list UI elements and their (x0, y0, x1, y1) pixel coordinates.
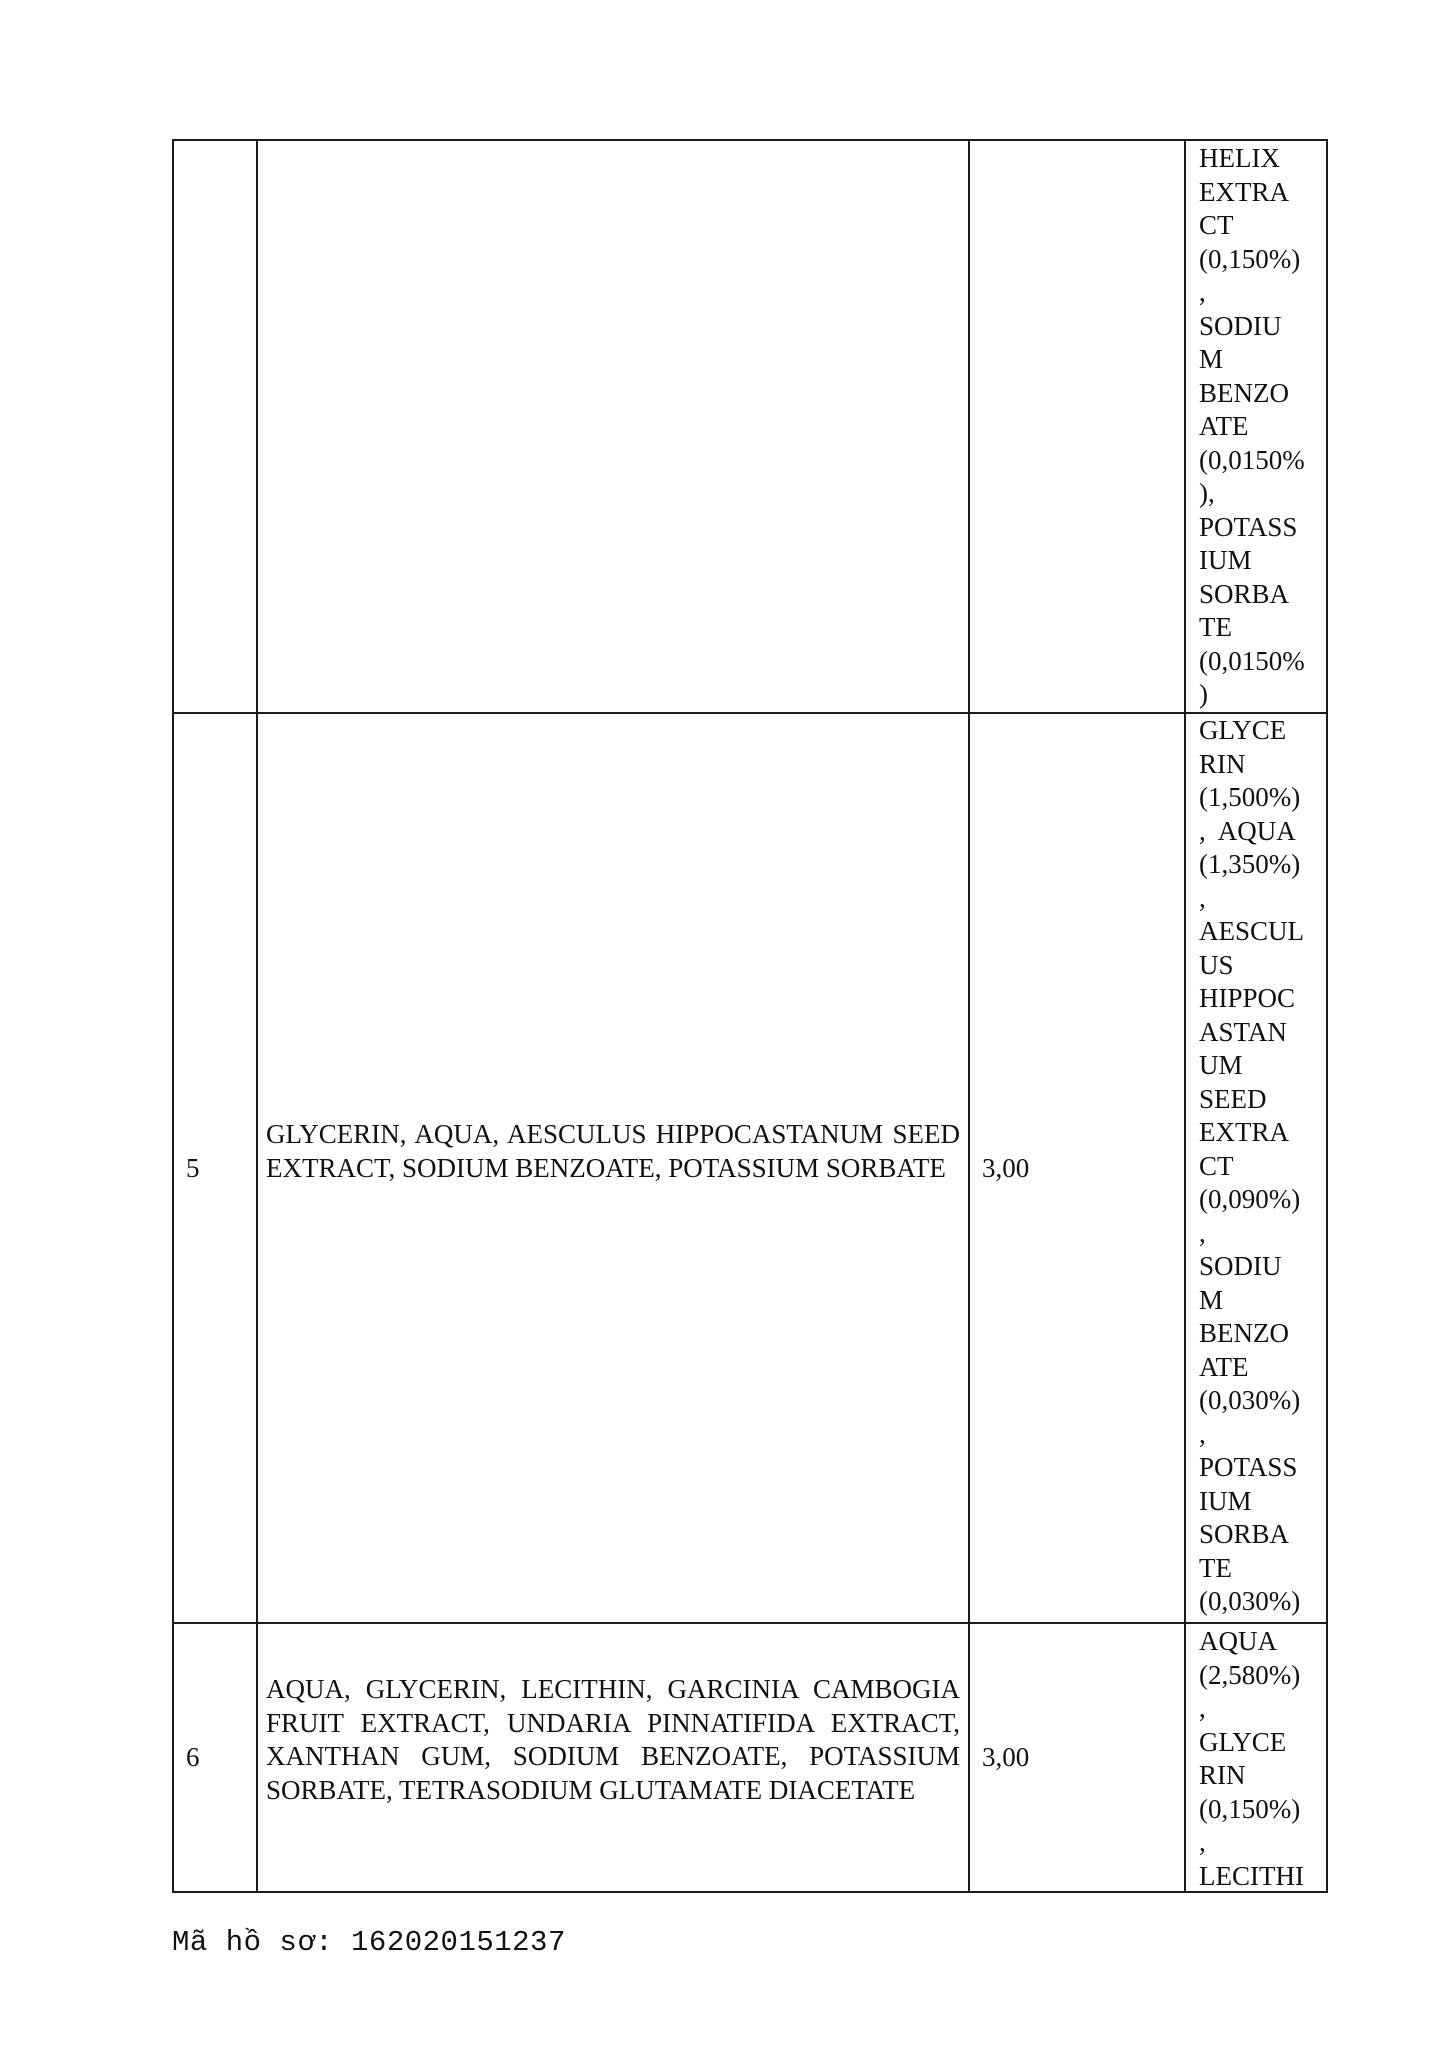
ingredient-names-cell: GLYCERIN, AQUA, AESCULUS HIPPOCASTANUM SEED EXTRACT, SODIUM BENZOATE, POTASSIUM SORBATE (266, 1119, 960, 1183)
row-number: 5 (186, 1153, 200, 1183)
composition-cell: GLYCE RIN (1,500%) , AQUA (1,350%) , AESCUL US HIPPOC ASTAN UM SEED EXTRA CT (0,090%) , SODIU M BENZO ATE (0,030%) , POTASS IUM SORBA TE (0,030%) (1199, 715, 1305, 1616)
row-divider (174, 712, 1326, 714)
document-code: Mã hồ sơ: 162020151237 (172, 1926, 566, 1959)
ingredient-names-cell: AQUA, GLYCERIN, LECITHIN, GARCINIA CAMBOGIA FRUIT EXTRACT, UNDARIA PINNATIFIDA EXTRACT, XANTHAN GUM, SODIUM BENZOATE, POTASSIUM SORBATE, TETRASODIUM GLUTAMATE DIACETATE (266, 1674, 960, 1805)
column-divider (968, 141, 970, 1891)
row-divider (174, 1622, 1326, 1624)
quantity-cell: 3,00 (982, 1742, 1030, 1772)
column-divider (256, 141, 258, 1891)
column-divider (1184, 141, 1186, 1891)
composition-cell: AQUA (2,580%) , GLYCE RIN (0,150%) , LECITHI (1199, 1626, 1304, 1891)
ingredients-table (172, 139, 1328, 1893)
composition-cell: HELIX EXTRA CT (0,150%) , SODIU M BENZO ATE (0,0150% ), POTASS IUM SORBA TE (0,0150% ) (1199, 143, 1305, 709)
quantity-cell: 3,00 (982, 1153, 1030, 1183)
row-number: 6 (186, 1742, 200, 1772)
